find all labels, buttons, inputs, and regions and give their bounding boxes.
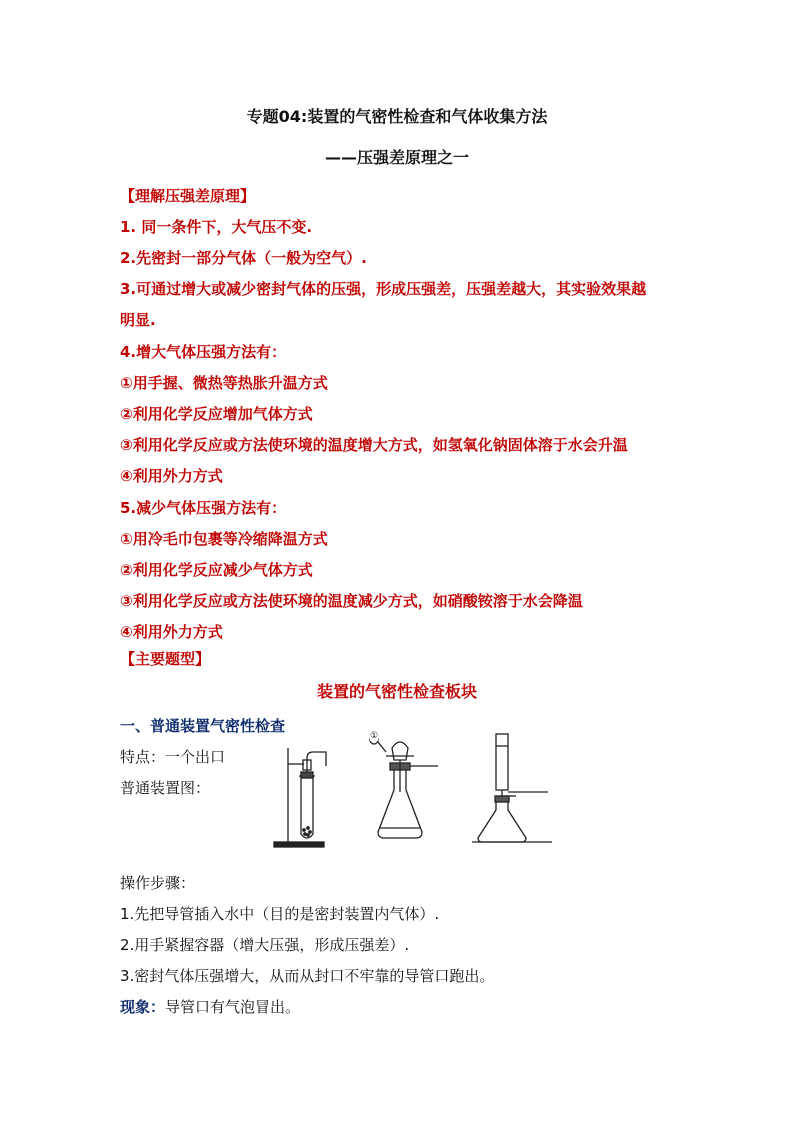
increase-method-item: ①用手握、微热等热胀升温方式	[120, 374, 328, 392]
apparatus-figures	[266, 730, 566, 855]
decrease-method-item: ①用冷毛巾包裹等冷缩降温方式	[120, 530, 328, 548]
phenomenon-label: 现象：	[120, 998, 166, 1016]
step-item: 1.先把导管插入水中（目的是密封装置内气体）.	[120, 905, 440, 923]
decrease-method-item: ②利用化学反应减少气体方式	[120, 561, 313, 579]
principle-item-5: 5.减少气体压强方法有：	[120, 499, 287, 517]
steps-heading: 操作步骤：	[120, 874, 196, 892]
increase-method-item: ②利用化学反应增加气体方式	[120, 405, 313, 423]
types-heading: 【主要题型】	[120, 650, 211, 668]
increase-method-item: ④利用外力方式	[120, 467, 223, 485]
feature-text: 特点：一个出口	[120, 748, 226, 766]
figure-label: 普通装置图：	[120, 779, 211, 797]
sub-heading: 一、普通装置气密性检查	[120, 717, 286, 735]
decrease-method-item: ④利用外力方式	[120, 623, 223, 641]
step-item: 3.密封气体压强增大，从而从封口不牢靠的导管口跑出。	[120, 967, 495, 985]
figure-marker: ①	[370, 731, 379, 741]
principle-item-3-line-2: 明显.	[120, 311, 156, 329]
decrease-method-item: ③利用化学反应或方法使环境的温度减少方式，如硝酸铵溶于水会降温	[120, 592, 583, 610]
principle-item-3-line-1: 3.可通过增大或减少密封气体的压强，形成压强差，压强差越大，其实验效果越	[120, 280, 647, 298]
phenomenon	[120, 997, 300, 1017]
step-item: 2.用手紧握容器（增大压强，形成压强差）.	[120, 936, 410, 954]
principle-item-4: 4.增大气体压强方法有：	[120, 343, 287, 361]
page-subtitle: ——压强差原理之一	[324, 148, 469, 167]
phenomenon-text: 导管口有气泡冒出。	[165, 998, 301, 1016]
increase-method-item: ③利用化学反应或方法使环境的温度增大方式，如氢氧化钠固体溶于水会升温	[120, 436, 628, 454]
page-title: 专题04:装置的气密性检查和气体收集方法	[246, 107, 548, 126]
principle-heading: 【理解压强差原理】	[120, 187, 256, 205]
flask-funnel-diagram	[370, 736, 438, 838]
block-title: 装置的气密性检查板块	[316, 682, 477, 701]
principle-item-2: 2.先密封一部分气体（一般为空气）.	[120, 249, 367, 267]
conical-flask-burette-diagram	[472, 734, 552, 842]
test-tube-stand-diagram	[274, 748, 326, 847]
principle-item-1: 1. 同一条件下，大气压不变.	[120, 218, 313, 236]
